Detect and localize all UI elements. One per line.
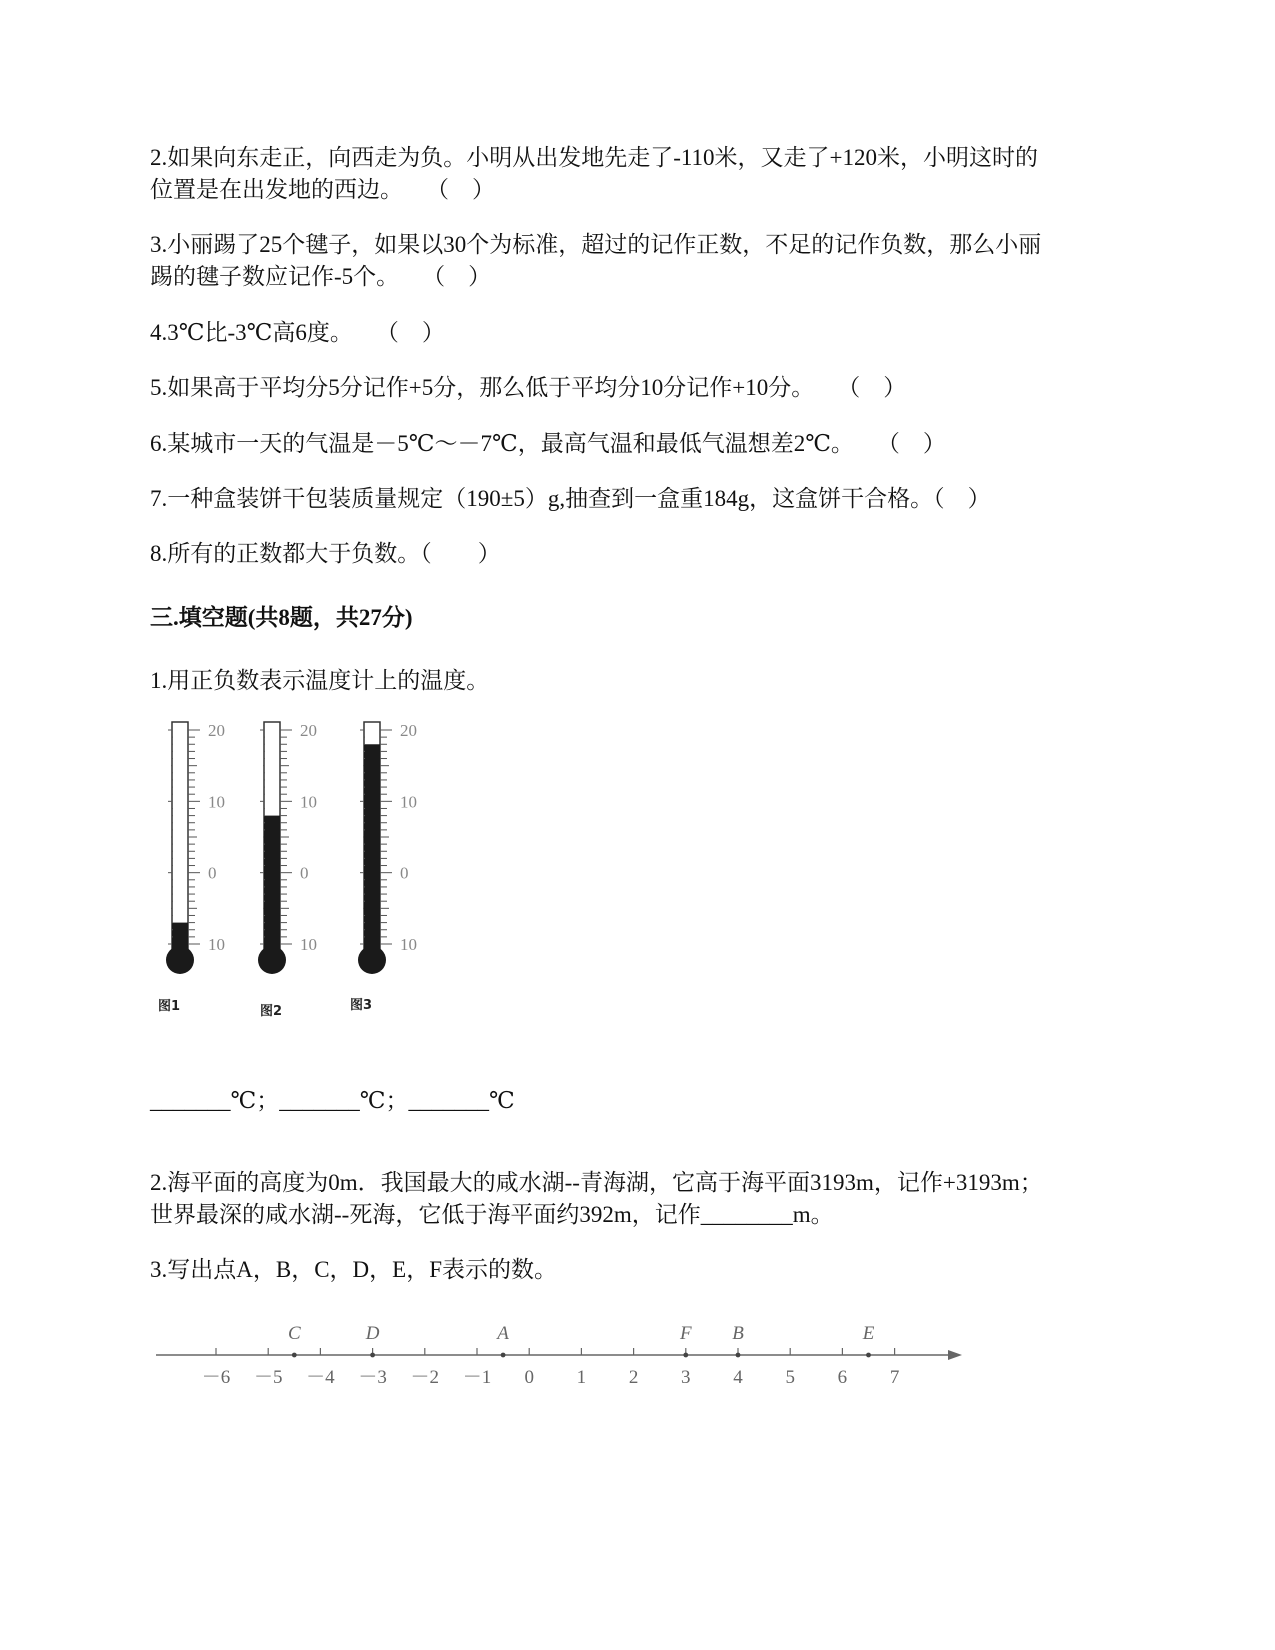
number-line-point	[501, 1353, 506, 1358]
number-line-arrow	[948, 1350, 962, 1360]
number-line-point	[736, 1353, 741, 1358]
number-line-point-label: E	[862, 1323, 875, 1344]
thermometer-scale-label: 10	[300, 935, 317, 954]
thermometer-bulb	[358, 946, 386, 974]
thermometer-figure	[150, 720, 470, 1050]
judgement-q4: 4.3℃比-3℃高6度。 （ ）	[150, 320, 445, 345]
thermometer-label: 图1	[158, 999, 181, 1014]
number-line-point	[370, 1353, 375, 1358]
number-line-figure	[150, 1318, 980, 1398]
thermometer-tube	[172, 722, 188, 954]
thermometer-liquid	[364, 744, 380, 954]
judgement-q5: 5.如果高于平均分5分记作+5分，那么低于平均分10分记作+10分。 （ ）	[150, 375, 907, 400]
thermometer-scale-label: 0	[208, 863, 217, 883]
thermometer-scale-label: 10	[300, 792, 317, 812]
number-line-point-label: A	[497, 1323, 509, 1344]
fill-q2-line1: 2.海平面的高度为0m．我国最大的咸水湖--青海湖，它高于海平面3193m，记作+3193m；	[150, 1170, 1043, 1195]
number-line-number: 0	[524, 1367, 534, 1388]
number-line-point	[292, 1353, 297, 1358]
thermometer-bulb	[258, 946, 286, 974]
number-line-point-label: B	[732, 1323, 744, 1344]
number-line-number: 7	[889, 1367, 900, 1388]
thermometer-scale-label: 0	[300, 863, 309, 883]
fill-q2-line2: 世界最深的咸水湖--死海，它低于海平面约392m，记作________m。	[150, 1202, 834, 1227]
number-line-number: 2	[628, 1367, 639, 1388]
thermometer-scale-label: 10	[208, 792, 225, 812]
thermometer-scale-label: 10	[400, 792, 417, 812]
number-line-number: －6	[201, 1367, 231, 1388]
judgement-q8: 8.所有的正数都大于负数。（ ）	[150, 541, 501, 566]
thermometer-liquid	[264, 816, 280, 954]
judgement-q6: 6.某城市一天的气温是－5℃～－7℃，最高气温和最低气温想差2℃。 （ ）	[150, 431, 946, 456]
number-line-number: 5	[785, 1367, 795, 1388]
number-line-number: 3	[681, 1367, 691, 1388]
thermometer-2	[258, 721, 317, 1019]
number-line-point-label: C	[287, 1323, 301, 1344]
thermometer-scale-label: 10	[400, 935, 417, 954]
fill-q3: 3.写出点A，B，C，D，E，F表示的数。	[150, 1257, 557, 1282]
judgement-q3-line2: 踢的毽子数应记作-5个。 （ ）	[150, 264, 492, 289]
thermometer-scale-label: 10	[208, 935, 225, 954]
number-line-number: －1	[462, 1367, 492, 1388]
number-line-point-label: F	[679, 1323, 692, 1344]
judgement-q2-line2: 位置是在出发地的西边。 （ ）	[150, 177, 495, 202]
fill-q1-answer: _______℃；_______℃；_______℃	[150, 1088, 515, 1113]
thermometer-label: 图3	[350, 998, 373, 1013]
number-line-number: 4	[733, 1367, 743, 1388]
number-line-number: －4	[306, 1367, 335, 1388]
number-line-point-label: D	[365, 1323, 380, 1344]
section-heading: 三.填空题(共8题，共27分)	[150, 605, 413, 630]
number-line-number: 6	[837, 1367, 848, 1388]
judgement-q7: 7.一种盒装饼干包装质量规定（190±5）g,抽查到一盒重184g，这盒饼干合格。（ ）	[150, 486, 991, 511]
thermometer-scale-label: 0	[400, 863, 409, 883]
thermometer-label: 图2	[260, 1004, 283, 1019]
thermometer-scale-label: 20	[400, 721, 417, 740]
number-line-number: －3	[358, 1367, 387, 1388]
number-line-number: 1	[576, 1367, 587, 1388]
number-line-number: －2	[410, 1367, 440, 1388]
fill-q1: 1.用正负数表示温度计上的温度。	[150, 668, 490, 693]
thermometer-scale-label: 20	[300, 721, 317, 740]
number-line-point	[683, 1353, 688, 1358]
number-line-number: －5	[253, 1367, 283, 1388]
judgement-q3-line1: 3.小丽踢了25个毽子，如果以30个为标准，超过的记作正数，不足的记作负数，那么小丽	[150, 232, 1042, 257]
thermometer-1	[158, 721, 225, 1014]
judgement-q2-line1: 2.如果向东走正，向西走为负。小明从出发地先走了-110米，又走了+120米，小明这时的	[150, 145, 1039, 170]
number-line-point	[866, 1353, 871, 1358]
thermometer-3	[350, 721, 417, 1013]
thermometer-scale-label: 20	[208, 721, 225, 740]
thermometer-bulb	[166, 946, 194, 974]
